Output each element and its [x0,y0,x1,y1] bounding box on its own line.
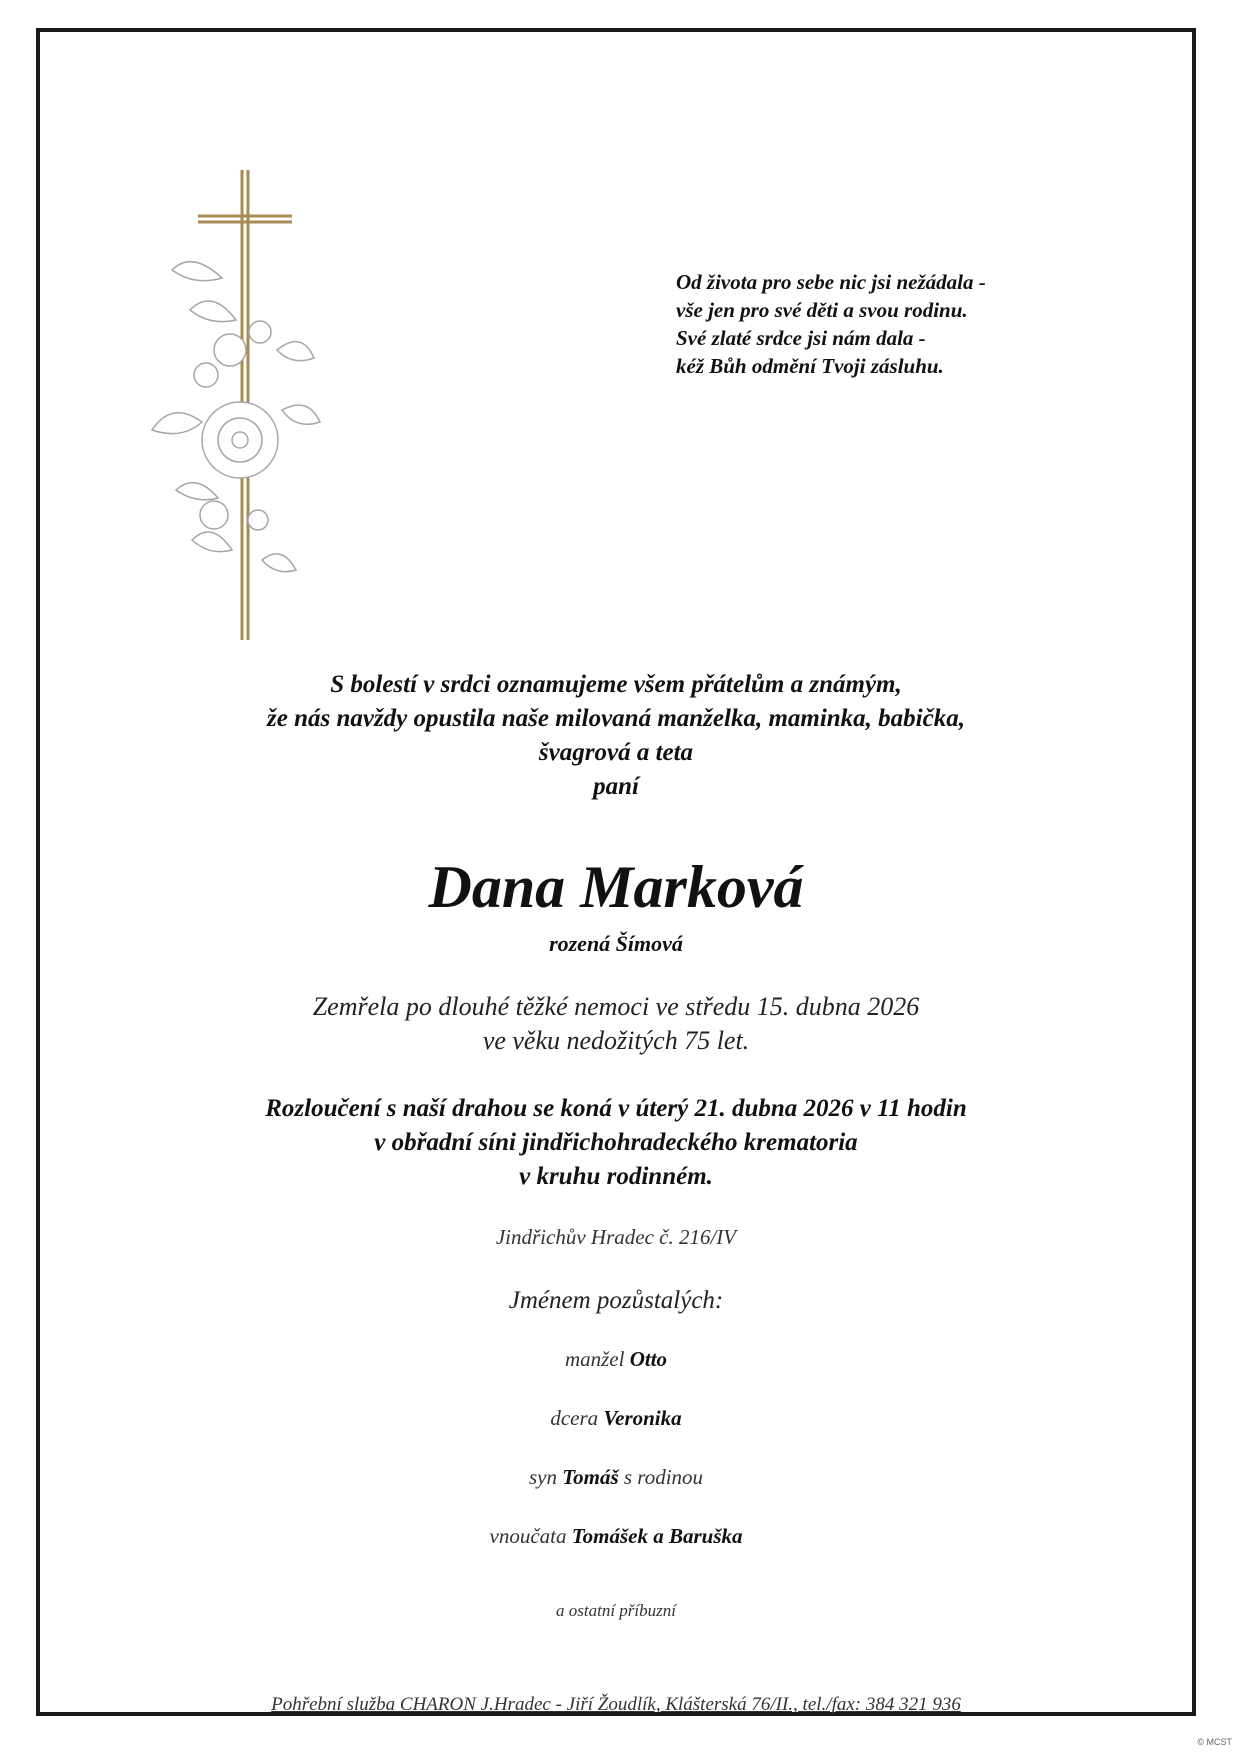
relative-name: Tomášek a Baruška [571,1524,743,1548]
farewell-line: v obřadní síni jindřichohradeckého krematoria [374,1129,858,1156]
relative-name: Otto [629,1347,668,1371]
relative-entry [40,1523,1192,1549]
poem-line: vše jen pro své děti a svou rodinu. [676,298,968,322]
relative-relation: vnoučata [489,1524,572,1548]
deceased-name: Dana Marková [428,854,804,920]
announcement-line: paní [593,773,639,800]
relative-entry [40,1346,1192,1372]
announcement-line: že nás navždy opustila naše milovaná manželka, maminka, babička, [267,705,965,732]
farewell-line: Rozloučení s naší drahou se koná v úterý 21. dubna 2026 v 11 hodin [265,1095,967,1122]
poem-line: Od života pro sebe nic jsi nežádala - [676,270,986,294]
relative-relation: manžel [564,1347,630,1371]
address: Jindřichův Hradec č. 216/IV [495,1225,737,1249]
relative-entry [40,1464,1192,1490]
announcement-line: S bolestí v srdci oznamujeme všem přátelům a známým, [330,671,902,698]
relative-name: Tomáš [562,1465,619,1489]
relative-suffix: s rodinou [618,1465,704,1489]
poem-line: Své zlaté srdce jsi nám dala - [676,326,926,350]
relative-name: Veronika [603,1406,682,1430]
poem-line: kéž Bůh odmění Tvoji zásluhu. [676,354,944,378]
death-info [40,990,1192,1058]
copyright-mark: © MCST [1197,1737,1232,1747]
other-relatives: a ostatní příbuzní [556,1601,676,1620]
death-info-line: Zemřela po dlouhé těžké nemoci ve středu 15. dubna 2026 [312,992,920,1021]
relative-relation: syn [528,1465,563,1489]
announcement [40,668,1192,804]
relative-relation: dcera [550,1406,604,1430]
death-info-line: ve věku nedožitých 75 let. [482,1026,750,1055]
poem [676,268,1066,380]
announcement-line: švagrová a teta [538,739,694,766]
farewell-info [40,1092,1192,1194]
relative-entry [40,1405,1192,1431]
funeral-service-footer: Pohřební služba CHARON J.Hradec - Jiří Žoudlík, Klášterská 76/II., tel./fax: 384 321 936 [271,1694,961,1715]
farewell-line: v kruhu rodinném. [519,1163,713,1190]
maiden-name: rozená Šímová [549,931,683,956]
on-behalf-heading: Jménem pozůstalých: [508,1287,724,1314]
cross-with-flowers-icon [132,160,332,650]
